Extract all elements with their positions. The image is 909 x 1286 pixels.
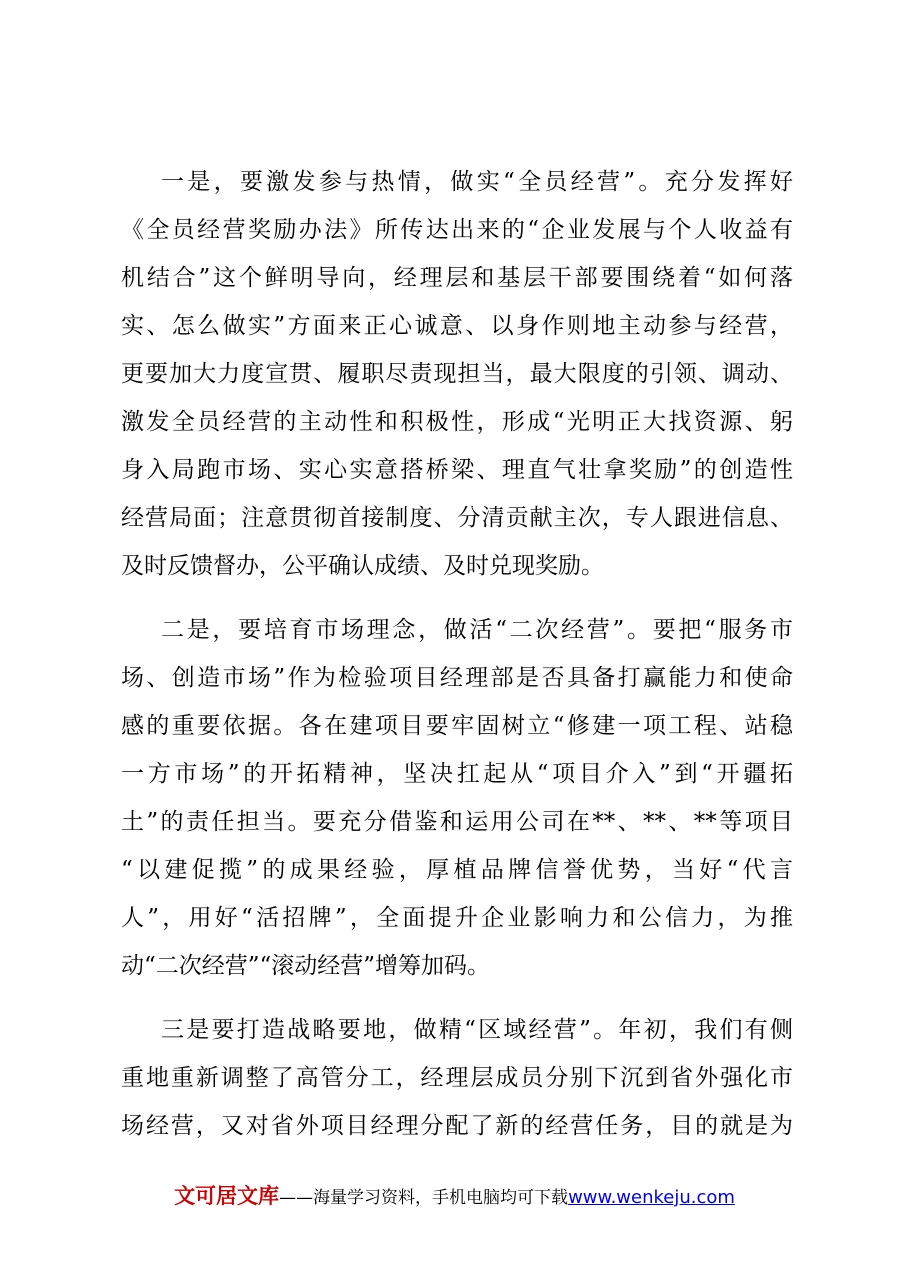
text-line: 场、创造市场”作为检验项目经理部是否具备打赢能力和使命 [121,665,793,691]
text-line: 更要加大力度宣贯、履职尽责现担当，最大限度的引领、调动、 [121,361,793,387]
text-line: 二是，要培育市场理念，做活“二次经营”。要把“服务市 [161,617,793,643]
paragraph-3 [121,1006,793,1150]
text-line: 机结合”这个鲜明导向，经理层和基层干部要围绕着“如何落 [121,265,793,291]
text-line: 感的重要依据。各在建项目要牢固树立“修建一项工程、站稳 [121,713,793,739]
text-line: 一是，要激发参与热情，做实“全员经营”。充分发挥好 [161,169,793,195]
text-line: 场经营，又对省外项目经理分配了新的经营任务，目的就是为 [121,1113,793,1139]
text-line: 重地重新调整了高管分工，经理层成员分别下沉到省外强化市 [121,1065,793,1091]
text-line: 一方市场”的开拓精神，坚决扛起从“项目介入”到“开疆拓 [121,761,793,787]
page-footer [0,1180,909,1210]
paragraph-1 [121,158,793,590]
footer-tagline: ——海量学习资料，手机电脑均可下载 [279,1188,569,1208]
text-line: “以建促揽”的成果经验，厚植品牌信誉优势，当好“代言 [121,857,793,883]
text-line: 土”的责任担当。要充分借鉴和运用公司在**、**、**等项目 [121,809,793,835]
text-line: 三是要打造战略要地，做精“区域经营”。年初，我们有侧 [161,1017,793,1043]
footer-website-link[interactable]: www.wenkeju.com [568,1187,735,1208]
text-line: 实、怎么做实”方面来正心诚意、以身作则地主动参与经营， [121,313,793,339]
document-body [121,158,793,1166]
text-line: 激发全员经营的主动性和积极性，形成“光明正大找资源、躬 [121,409,793,435]
text-line: 经营局面；注意贯彻首接制度、分清贡献主次，专人跟进信息、 [121,505,793,531]
text-line: 身入局跑市场、实心实意搭桥梁、理直气壮拿奖励”的创造性 [121,457,793,483]
text-line: 及时反馈督办，公平确认成绩、及时兑现奖励。 [121,553,604,579]
text-line: 动“二次经营”“滚动经营”增筹加码。 [121,953,491,979]
footer-brand: 文可居文库 [174,1184,280,1208]
paragraph-2 [121,606,793,990]
text-line: 人”，用好“活招牌”，全面提升企业影响力和公信力，为推 [121,905,793,931]
text-line: 《全员经营奖励办法》所传达出来的“企业发展与个人收益有 [121,217,793,243]
